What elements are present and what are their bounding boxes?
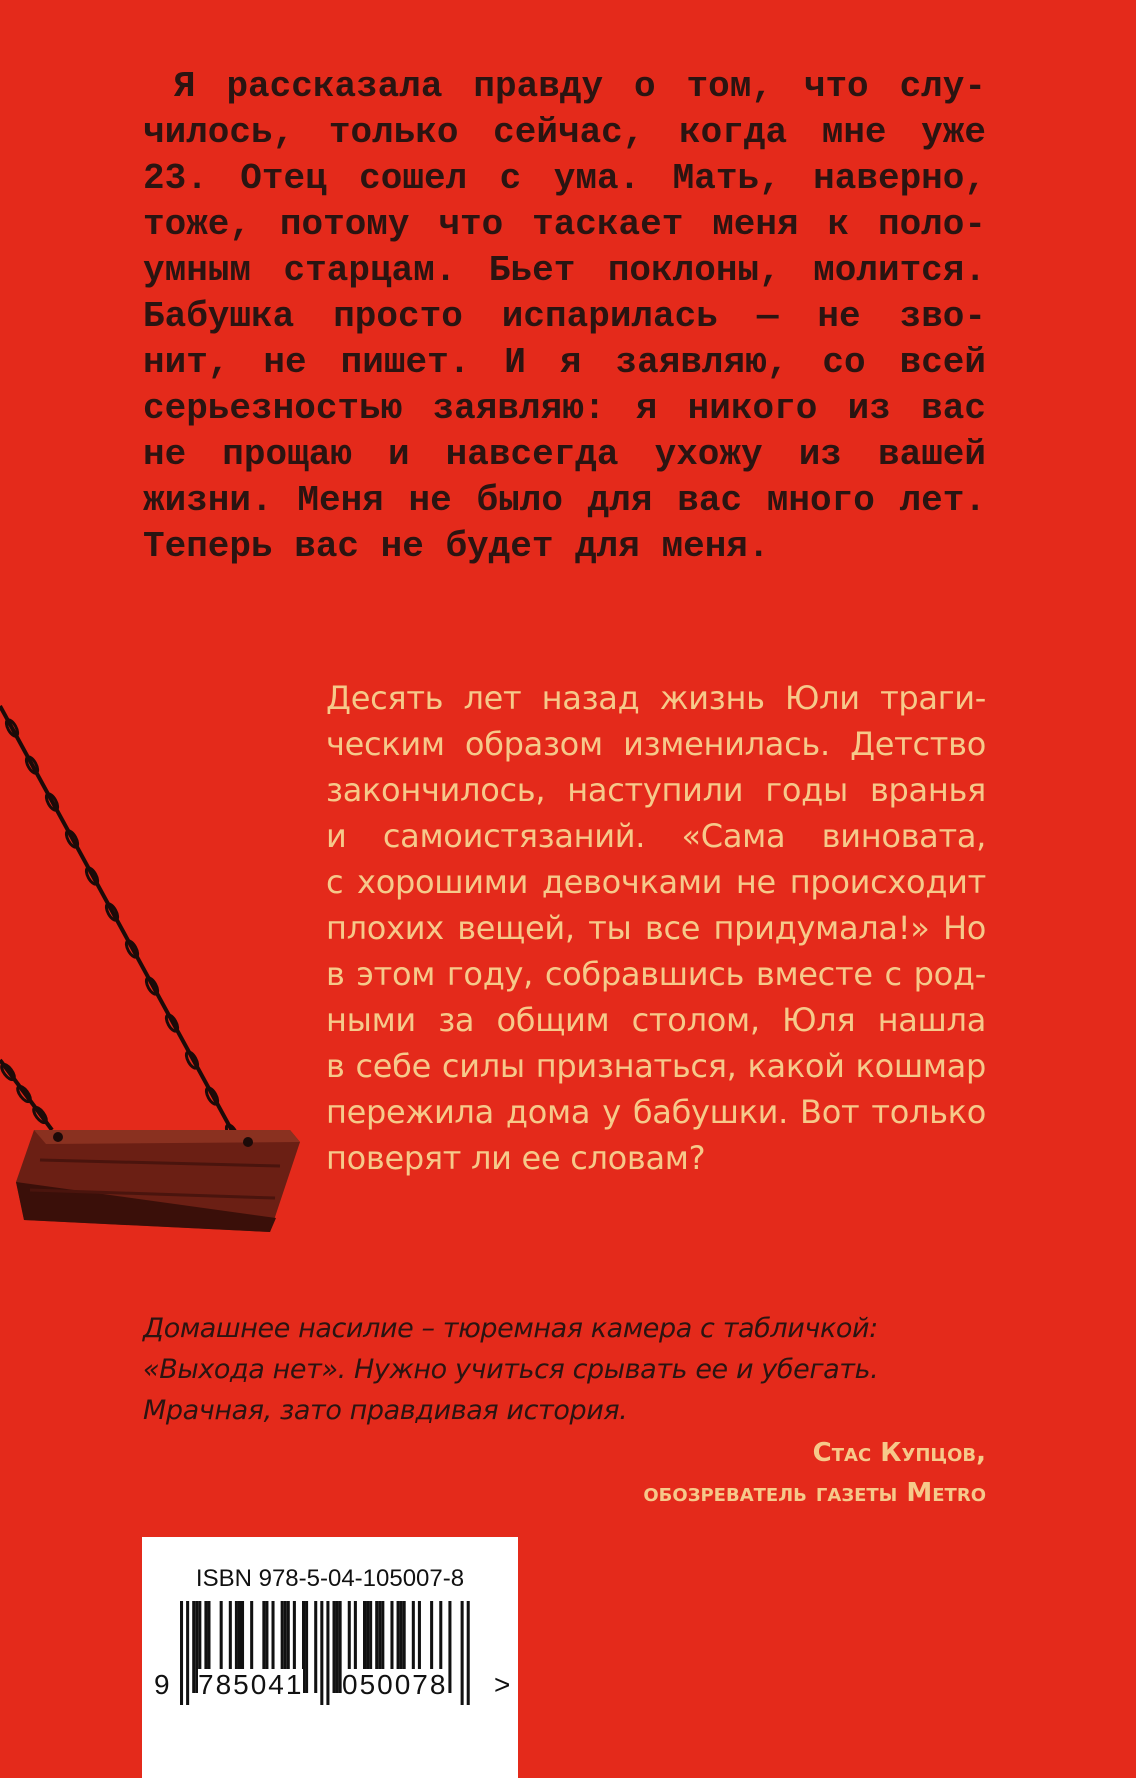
barcode-bar bbox=[320, 1601, 323, 1705]
excerpt-line: Теперь вас не будет для меня. bbox=[143, 526, 770, 567]
description-line: пережила дома у бабушки. Вот только bbox=[326, 1093, 986, 1131]
author-name: Стас Купцов, bbox=[812, 1438, 986, 1468]
excerpt-line: 23. Отец сошел с ума. Мать, наверно, bbox=[143, 158, 986, 199]
swing-chain-right bbox=[0, 706, 248, 1160]
description-line: Десять лет назад жизнь Юли траги- bbox=[326, 679, 986, 717]
excerpt-line: нит, не пишет. И я заявляю, со всей bbox=[143, 342, 986, 383]
excerpt-line: серьезностью заявляю: я никого из вас bbox=[143, 388, 986, 429]
barcode-bar bbox=[186, 1601, 189, 1705]
excerpt-line: умным старцам. Бьет поклоны, молится. bbox=[143, 250, 986, 291]
barcode-bar bbox=[467, 1601, 470, 1705]
description-line: в себе силы признаться, какой кошмар bbox=[326, 1047, 986, 1085]
description-line: ческим образом изменилась. Детство bbox=[326, 725, 986, 763]
review-line: Мрачная, зато правдивая история. bbox=[143, 1395, 628, 1426]
wooden-swing-on-chains-icon bbox=[0, 690, 320, 1250]
barcode-left-group: 785041 bbox=[198, 1669, 304, 1700]
description-line: в этом году, собравшись вместе с род- bbox=[326, 955, 986, 993]
swing-seat bbox=[16, 1130, 300, 1232]
review-author bbox=[643, 1433, 986, 1513]
excerpt-line: чилось, только сейчас, когда мне уже bbox=[143, 112, 986, 153]
review-line: Домашнее насилие – тюремная камера с табличкой: bbox=[143, 1313, 878, 1344]
description-line: поверят ли ее словам? bbox=[326, 1139, 706, 1177]
excerpt-line: тоже, потому что таскает меня к поло- bbox=[143, 204, 986, 245]
barcode-bar bbox=[448, 1601, 451, 1693]
book-description bbox=[326, 675, 986, 1181]
barcode-bar bbox=[180, 1601, 183, 1705]
description-line: плохих вещей, ты все придумала!» Но bbox=[326, 909, 986, 947]
excerpt-quote bbox=[143, 64, 986, 570]
barcode-bar bbox=[336, 1601, 339, 1693]
barcode-trail-mark: > bbox=[494, 1669, 511, 1700]
barcode-right-group: 050078 bbox=[342, 1669, 448, 1700]
barcode-bar bbox=[192, 1601, 195, 1693]
description-line: и самоистязаний. «Сама виновата, bbox=[326, 817, 986, 855]
description-line: закончилось, наступили годы вранья bbox=[326, 771, 986, 809]
barcode-bar bbox=[333, 1601, 336, 1693]
review-quote bbox=[143, 1308, 986, 1431]
barcode-bar bbox=[305, 1601, 308, 1693]
description-line: ными за общим столом, Юля нашла bbox=[326, 1001, 986, 1039]
excerpt-line: Я рассказала правду о том, что слу- bbox=[143, 66, 986, 107]
review-line: «Выхода нет». Нужно учиться срывать ее и убегать. bbox=[143, 1354, 879, 1385]
barcode-lead-digit: 9 bbox=[154, 1669, 170, 1700]
swing-chain-left bbox=[0, 1060, 52, 1130]
barcode-bar bbox=[314, 1601, 317, 1693]
isbn-barcode bbox=[142, 1537, 518, 1778]
excerpt-line: Бабушка просто испарилась — не зво- bbox=[143, 296, 986, 337]
excerpt-line: не прощаю и навсегда ухожу из вашей bbox=[143, 434, 986, 475]
barcode-bar bbox=[461, 1601, 464, 1705]
isbn-label: ISBN 978-5-04-105007-8 bbox=[195, 1565, 465, 1592]
barcode-bar bbox=[326, 1601, 329, 1705]
excerpt-line: жизни. Меня не было для вас много лет. bbox=[143, 480, 986, 521]
description-line: с хорошими девочками не происходит bbox=[326, 863, 986, 901]
author-title: обозреватель газеты Metro bbox=[643, 1478, 986, 1508]
